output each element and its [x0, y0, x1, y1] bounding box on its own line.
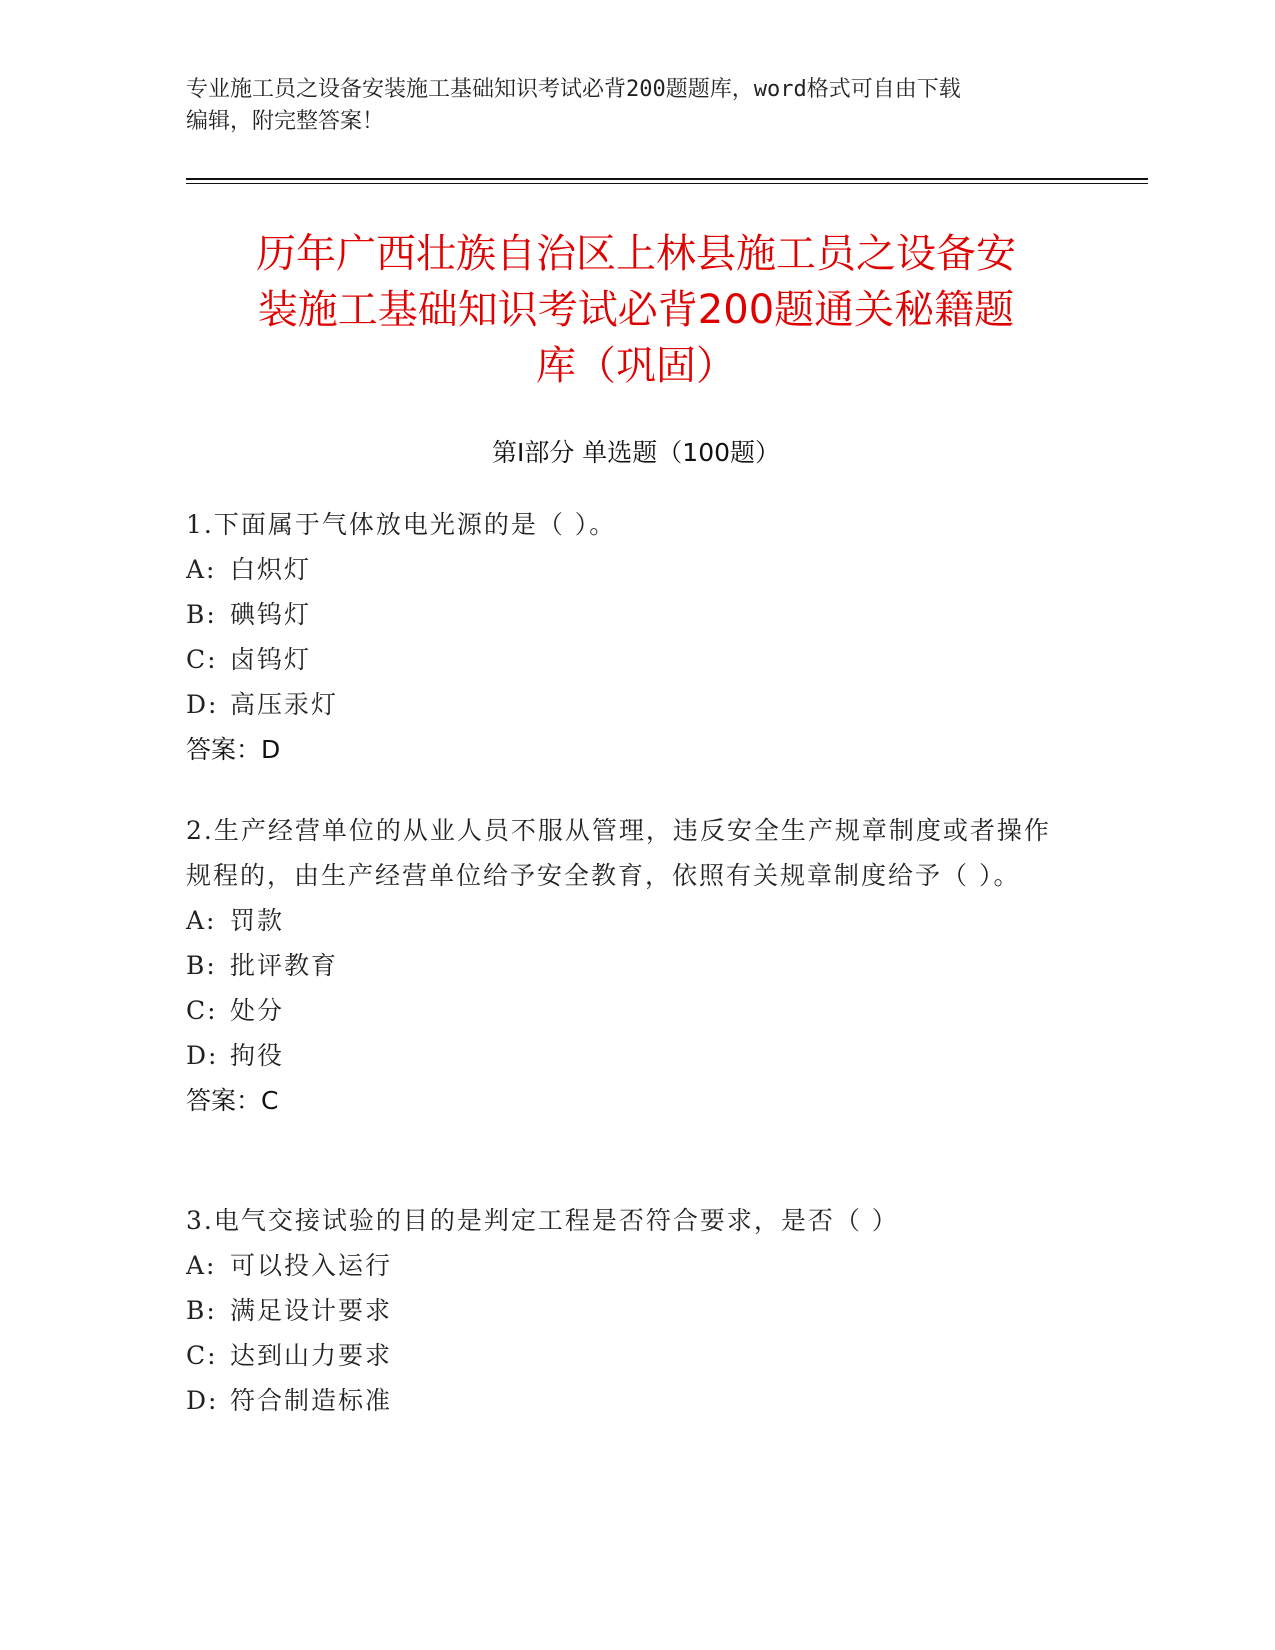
question-3: [186, 1198, 1066, 1423]
option-text: 处分: [230, 996, 285, 1025]
option-text: 达到山力要求: [230, 1341, 393, 1370]
option-label: D:: [186, 690, 219, 719]
option-b: [186, 592, 1066, 637]
header-divider-thin: [186, 183, 1148, 184]
option-text: 可以投入运行: [230, 1251, 393, 1280]
option-label: D:: [186, 1386, 219, 1415]
header-line-2: 编辑，附完整答案！: [186, 109, 385, 134]
header-divider-thick: [186, 178, 1148, 180]
option-text: 卤钨灯: [230, 645, 312, 674]
question-text: 1.下面属于气体放电光源的是（ ）。: [186, 510, 617, 539]
question-text: 2.生产经营单位的从业人员不服从管理，违反安全生产规章制度或者操作规程的，由生产经营单位给予安全教育，依照有关规章制度给予（ ）。: [186, 816, 1051, 890]
option-label: A:: [186, 906, 217, 935]
option-b: [186, 1288, 1066, 1333]
option-d: [186, 1378, 1066, 1423]
option-text: 碘钨灯: [230, 600, 312, 629]
option-label: B:: [186, 600, 217, 629]
option-label: A:: [186, 1251, 217, 1280]
option-label: B:: [186, 1296, 217, 1325]
title-line-3: 库（巩固）: [536, 343, 736, 389]
option-label: C:: [186, 1341, 218, 1370]
option-d: [186, 682, 1066, 727]
document-title: [186, 226, 1086, 394]
option-d: [186, 1033, 1066, 1078]
option-a: [186, 547, 1066, 592]
title-line-2: 装施工基础知识考试必背200题通关秘籍题: [257, 287, 1015, 333]
option-text: 高压汞灯: [230, 690, 339, 719]
section-heading: 第Ⅰ部分 单选题（100题）: [491, 438, 781, 467]
option-text: 符合制造标准: [230, 1386, 393, 1415]
option-c: [186, 1333, 1066, 1378]
option-c: [186, 988, 1066, 1033]
document-header: [186, 74, 1086, 138]
option-a: [186, 1243, 1066, 1288]
option-label: D:: [186, 1041, 219, 1070]
option-c: [186, 637, 1066, 682]
answer-text: 答案：C: [186, 1086, 279, 1115]
title-line-1: 历年广西壮族自治区上林县施工员之设备安: [256, 231, 1016, 277]
option-b: [186, 943, 1066, 988]
option-text: 拘役: [230, 1041, 285, 1070]
header-line-1: 专业施工员之设备安装施工基础知识考试必背200题题库，word格式可自由下载: [186, 77, 961, 102]
option-label: B:: [186, 951, 217, 980]
option-a: [186, 898, 1066, 943]
option-text: 批评教育: [230, 951, 339, 980]
option-text: 罚款: [230, 906, 285, 935]
option-label: A:: [186, 555, 217, 584]
option-label: C:: [186, 996, 218, 1025]
answer-text: 答案：D: [186, 735, 281, 764]
option-text: 满足设计要求: [230, 1296, 393, 1325]
option-label: C:: [186, 645, 218, 674]
question-2: [186, 808, 1066, 1123]
option-text: 白炽灯: [230, 555, 312, 584]
question-1: [186, 502, 1066, 772]
question-text: 3.电气交接试验的目的是判定工程是否符合要求，是否（ ）: [186, 1206, 899, 1235]
